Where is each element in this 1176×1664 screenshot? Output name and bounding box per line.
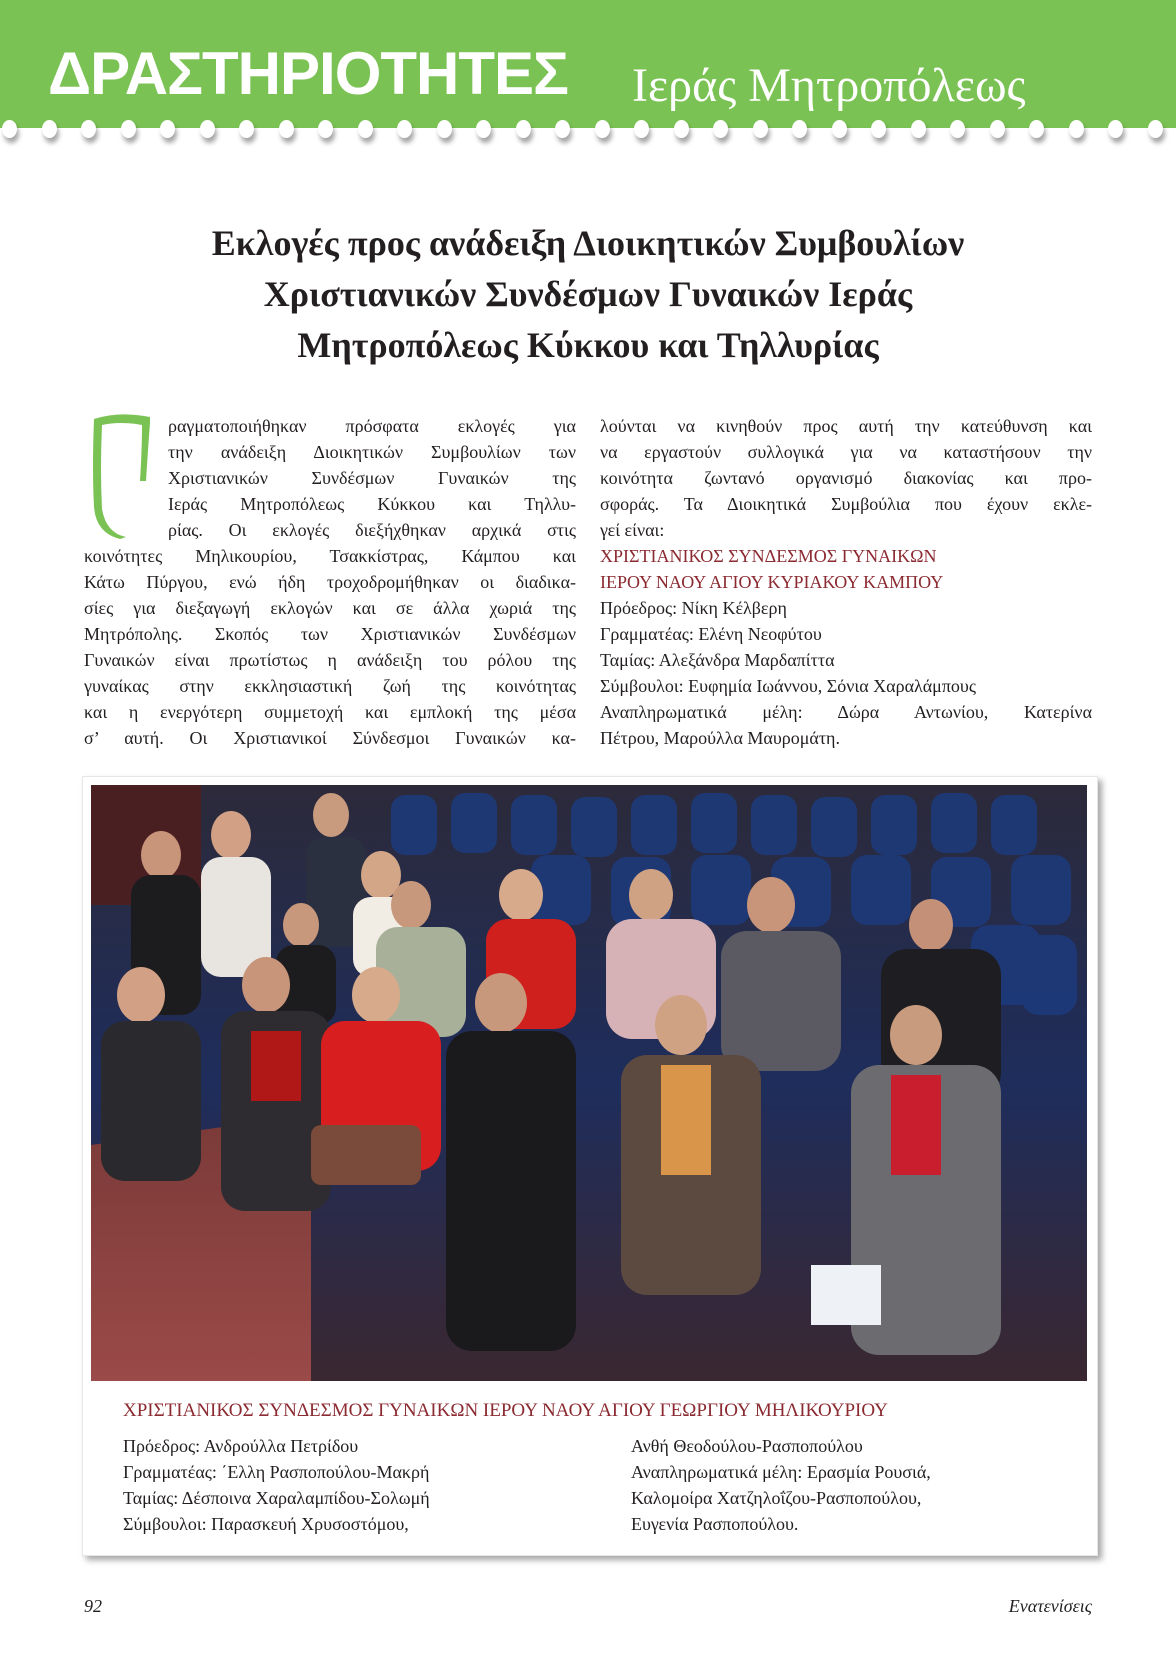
- border-dot: [81, 120, 96, 138]
- border-dot: [1029, 120, 1044, 138]
- body-line: ρίας. Οι εκλογές διεξήχθηκαν αρχικά στις: [168, 520, 576, 540]
- border-dot: [358, 120, 373, 138]
- body-line: σίες για διεξαγωγή εκλογών και σε άλλα χωριά της: [84, 598, 576, 618]
- body-line: την ανάδειξη Διοικητικών Συμβουλίων των: [168, 442, 576, 462]
- border-dot: [990, 120, 1005, 138]
- border-dot: [713, 120, 728, 138]
- page-number: 92: [84, 1596, 102, 1616]
- border-dot: [555, 120, 570, 138]
- caption-member-line: Καλομοίρα Χατζηλοΐζου-Ρασποπούλου,: [631, 1488, 922, 1508]
- board-member-line: Πέτρου, Μαρούλλα Μαυρομάτη.: [600, 728, 840, 748]
- border-dot: [1108, 120, 1123, 138]
- border-dot: [950, 120, 965, 138]
- group-photo-image: [91, 785, 1087, 1381]
- headline-line: Εκλογές προς ανάδειξη Διοικητικών Συμβουλίων: [211, 223, 965, 263]
- board-heading-kampou: ΙΕΡΟΥ ΝΑΟΥ ΑΓΙΟΥ ΚΥΡΙΑΚΟΥ ΚΑΜΠΟΥ: [600, 572, 944, 592]
- board-member-line: Σύμβουλοι: Ευφημία Ιωάννου, Σόνια Χαραλάμπους: [600, 676, 976, 696]
- border-dot: [42, 120, 57, 138]
- border-dot: [516, 120, 531, 138]
- publication-name: Ενατενίσεις: [1008, 1596, 1092, 1616]
- article-column-left: [84, 413, 576, 751]
- group-photo: [91, 785, 1087, 1381]
- section-subtitle: Ιεράς Μητροπόλεως: [632, 59, 1026, 112]
- photo-caption-right: [631, 1433, 1071, 1537]
- border-dot: [318, 120, 333, 138]
- photo-frame: [82, 776, 1098, 1556]
- caption-member-line: Ανθή Θεοδούλου-Ρασποπούλου: [631, 1436, 863, 1456]
- section-title: ΔΡΑΣΤΗΡΙΟΤΗΤΕΣ: [48, 40, 569, 107]
- body-line: Γυναικών είναι πρωτίστως η ανάδειξη του ρόλου της: [84, 650, 576, 670]
- photo-caption-heading: ΧΡΙΣΤΙΑΝΙΚΟΣ ΣΥΝΔΕΣΜΟΣ ΓΥΝΑΙΚΩΝ ΙΕΡΟΥ ΝΑΟΥ ΑΓΙΟΥ ΓΕΩΡΓΙΟΥ ΜΗΛΙΚΟΥΡΙΟΥ: [123, 1400, 888, 1421]
- board-member-line: Αναπληρωματικά μέλη: Δώρα Αντωνίου, Κατερίνα: [600, 702, 1092, 722]
- headline-line: Μητροπόλεως Κύκκου και Τηλλυρίας: [297, 325, 879, 365]
- body-line: Κάτω Πύργου, ενώ ήδη τροχοδρομήθηκαν οι διαδικα-: [84, 572, 576, 592]
- caption-member-line: Ευγενία Ρασποπούλου.: [631, 1514, 799, 1534]
- article-headline: [90, 218, 1086, 371]
- body-line: Ιεράς Μητροπόλεως Κύκκου και Τηλλυ-: [168, 494, 576, 514]
- border-dot: [871, 120, 886, 138]
- border-dot: [476, 120, 491, 138]
- border-dot: [792, 120, 807, 138]
- caption-member-line: Σύμβουλοι: Παρασκευή Χρυσοστόμου,: [123, 1514, 409, 1534]
- board-member-line: Γραμματέας: Ελένη Νεοφύτου: [600, 624, 822, 644]
- border-dot: [595, 120, 610, 138]
- headline-line: Χριστιανικών Συνδέσμων Γυναικών Ιεράς: [263, 274, 913, 314]
- border-dot: [832, 120, 847, 138]
- dropcap: [80, 409, 160, 539]
- border-dot: [911, 120, 926, 138]
- body-line: σφοράς. Τα Διοικητικά Συμβούλια που έχουν εκλε-: [600, 494, 1092, 514]
- body-line: Χριστιανικών Συνδέσμων Γυναικών της: [168, 468, 576, 488]
- body-line: Μητρόπολης. Σκοπός των Χριστιανικών Συνδέσμων: [84, 624, 576, 644]
- border-dot: [437, 120, 452, 138]
- section-banner: [0, 0, 1176, 128]
- border-dot: [200, 120, 215, 138]
- border-dot: [674, 120, 689, 138]
- dotted-border: [0, 120, 1176, 142]
- caption-member-line: Γραμματέας: ΄Ελλη Ρασποπούλου-Μακρή: [123, 1462, 430, 1482]
- border-dot: [160, 120, 175, 138]
- body-line: σ’ αυτή. Οι Χριστιανικοί Σύνδεσμοι Γυναικών κα-: [84, 728, 576, 748]
- dropcap-pi-icon: [80, 409, 160, 539]
- board-heading-kampou: ΧΡΙΣΤΙΑΝΙΚΟΣ ΣΥΝΔΕΣΜΟΣ ΓΥΝΑΙΚΩΝ: [600, 546, 937, 566]
- body-line: γεί είναι:: [600, 520, 665, 540]
- photo-caption-left: [123, 1433, 603, 1537]
- body-line: κοινότητες Μηλικουρίου, Τσακκίστρας, Κάμπου και: [84, 546, 576, 566]
- caption-member-line: Πρόεδρος: Ανδρούλλα Πετρίδου: [123, 1436, 359, 1456]
- caption-member-line: Αναπληρωματικά μέλη: Ερασμία Ρουσιά,: [631, 1462, 931, 1482]
- body-line: και η ενεργότερη συμμετοχή και εμπλοκή της μέσα: [84, 702, 576, 722]
- caption-member-line: Ταμίας: Δέσποινα Χαραλαμπίδου-Σολωμή: [123, 1488, 430, 1508]
- border-dot: [239, 120, 254, 138]
- body-line: κοινότητα ζωντανό οργανισμό διακονίας και προ-: [600, 468, 1092, 488]
- border-dot: [397, 120, 412, 138]
- border-dot: [279, 120, 294, 138]
- body-line: γυναίκας στην εκκλησιαστική ζωή της κοινότητας: [84, 676, 576, 696]
- border-dot: [2, 120, 17, 138]
- board-member-line: Πρόεδρος: Νίκη Κέλβερη: [600, 598, 787, 618]
- border-dot: [1148, 120, 1163, 138]
- border-dot: [1069, 120, 1084, 138]
- article-column-right: [600, 413, 1092, 751]
- border-dot: [753, 120, 768, 138]
- board-member-line: Ταμίας: Αλεξάνδρα Μαρδαπίττα: [600, 650, 835, 670]
- body-line: να εργαστούν συλλογικά για να καταστήσουν την: [600, 442, 1092, 462]
- border-dot: [634, 120, 649, 138]
- border-dot: [121, 120, 136, 138]
- body-line: ραγματοποιήθηκαν πρόσφατα εκλογές για: [168, 416, 576, 436]
- body-line: λούνται να κινηθούν προς αυτή την κατεύθυνση και: [600, 416, 1092, 436]
